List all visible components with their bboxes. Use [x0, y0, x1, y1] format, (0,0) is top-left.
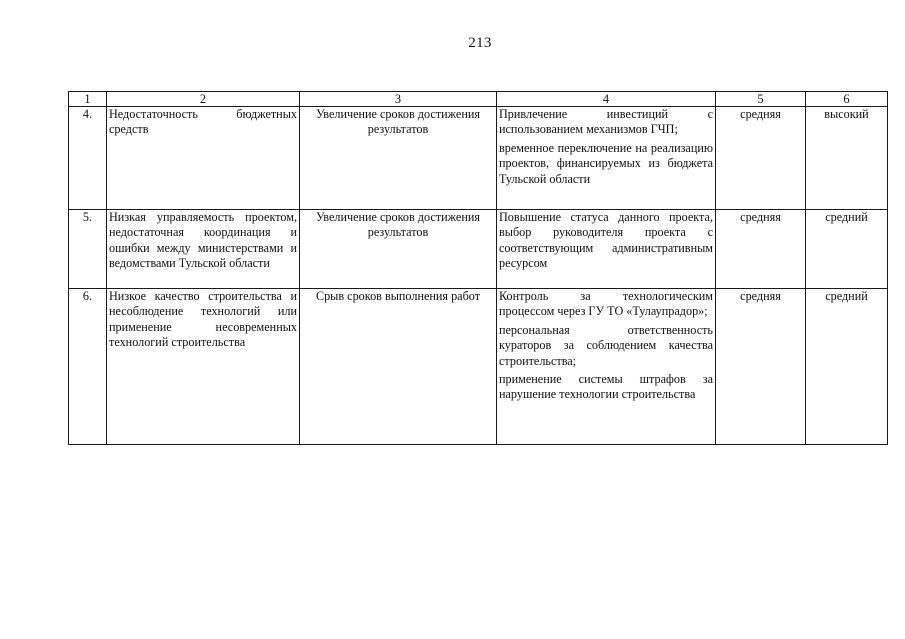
table-row [69, 107, 888, 210]
measure-item: Привлечение инвестиций с использованием механизмов ГЧП; [499, 107, 713, 137]
table-row [69, 210, 888, 289]
risk-consequence: Увеличение сроков достижения результатов [300, 210, 497, 289]
mitigation-measures [497, 210, 716, 289]
risk-description: Недостаточность бюджетных средств [107, 107, 300, 210]
measure-item: временное переключение на реализацию проектов, финансируемых из бюджета Тульской области [499, 140, 713, 186]
row-number: 6. [69, 289, 107, 445]
table-row [69, 289, 888, 445]
column-number-6: 6 [806, 92, 888, 107]
measure-item: персональная ответственность кураторов за соблюдением качества строительства; [499, 322, 713, 368]
risk-impact: высокий [806, 107, 888, 210]
column-number-1: 1 [69, 92, 107, 107]
risk-description: Низкая управляемость проектом, недостаточная координация и ошибки между министерствами и ведомствами Тульской области [107, 210, 300, 289]
risk-consequence: Увеличение сроков достижения результатов [300, 107, 497, 210]
mitigation-measures [497, 289, 716, 445]
risk-consequence: Срыв сроков выполнения работ [300, 289, 497, 445]
mitigation-measures [497, 107, 716, 210]
column-number-3: 3 [300, 92, 497, 107]
column-number-2: 2 [107, 92, 300, 107]
page-number: 213 [468, 35, 492, 51]
measure-item: Контроль за технологическим процессом через ГУ ТО «Тулаупрадор»; [499, 289, 713, 319]
column-number-5: 5 [716, 92, 806, 107]
risk-description: Низкое качество строительства и несоблюдение технологий или применение несовременных технологий строительства [107, 289, 300, 445]
risk-probability: средняя [716, 210, 806, 289]
table-header-row [69, 92, 888, 107]
column-number-4: 4 [497, 92, 716, 107]
row-number: 4. [69, 107, 107, 210]
row-number: 5. [69, 210, 107, 289]
measure-item: Повышение статуса данного проекта, выбор руководителя проекта с соответствующим административным ресурсом [499, 210, 713, 271]
risk-impact: средний [806, 210, 888, 289]
risk-table [68, 91, 888, 445]
risk-impact: средний [806, 289, 888, 445]
risk-probability: средняя [716, 107, 806, 210]
measure-item: применение системы штрафов за нарушение технологии строительства [499, 372, 713, 402]
risk-probability: средняя [716, 289, 806, 445]
